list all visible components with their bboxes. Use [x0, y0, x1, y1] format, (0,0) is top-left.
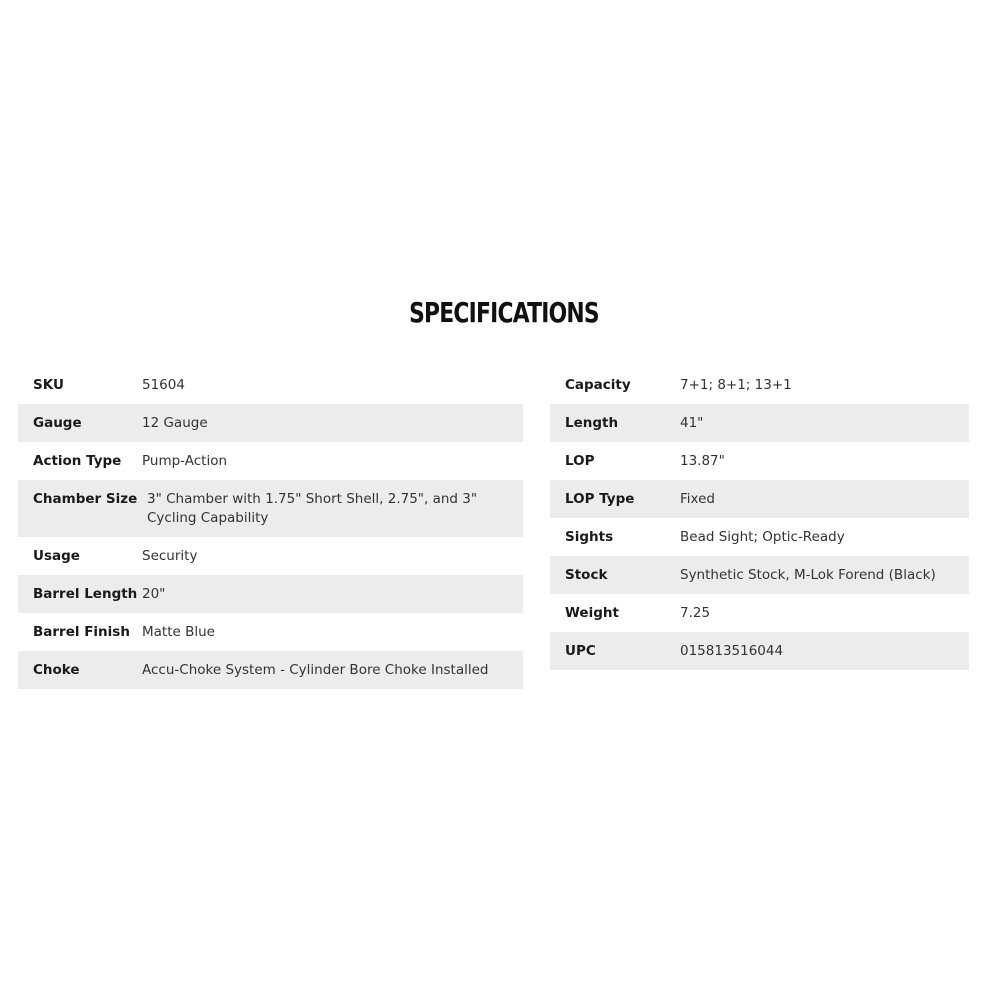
spec-value: Bead Sight; Optic-Ready	[680, 529, 845, 545]
spec-value: 7+1; 8+1; 13+1	[680, 377, 792, 393]
spec-value: 13.87"	[680, 453, 725, 469]
spec-row-sku	[18, 366, 523, 404]
spec-label: Weight	[565, 605, 619, 621]
spec-label: Length	[565, 415, 619, 431]
spec-row-chamber-size	[18, 480, 523, 537]
spec-row-length	[550, 404, 969, 442]
spec-label: Barrel Length	[33, 586, 138, 602]
spec-label: LOP	[565, 453, 595, 469]
spec-label: LOP Type	[565, 491, 635, 507]
spec-value: 015813516044	[680, 643, 784, 659]
specs-table-left	[18, 366, 523, 689]
spec-value: Accu-Choke System - Cylinder Bore Choke Installed	[142, 662, 489, 678]
spec-value: Matte Blue	[142, 624, 215, 640]
spec-value: 7.25	[680, 605, 711, 621]
spec-label: SKU	[33, 377, 64, 393]
spec-label: Capacity	[565, 377, 631, 393]
spec-row-barrel-finish	[18, 613, 523, 651]
spec-row-sights	[550, 518, 969, 556]
specifications-title: SPECIFICATIONS	[409, 296, 599, 329]
spec-value: Synthetic Stock, M-Lok Forend (Black)	[680, 567, 936, 583]
spec-label: Choke	[33, 662, 80, 678]
spec-value: 41"	[680, 415, 704, 431]
spec-value: Pump-Action	[142, 453, 228, 469]
spec-label: Gauge	[33, 415, 82, 431]
spec-row-action-type	[18, 442, 523, 480]
spec-row-gauge	[18, 404, 523, 442]
spec-value: Security	[142, 548, 198, 564]
spec-label: Chamber Size	[33, 491, 138, 507]
spec-label: Sights	[565, 529, 614, 545]
spec-label: Stock	[565, 567, 608, 583]
spec-value: Fixed	[680, 491, 715, 507]
spec-row-lop	[550, 442, 969, 480]
spec-label: Action Type	[33, 453, 122, 469]
spec-row-usage	[18, 537, 523, 575]
specs-table-right	[550, 366, 969, 670]
spec-label: UPC	[565, 643, 596, 659]
spec-row-weight	[550, 594, 969, 632]
spec-value: 3" Chamber with 1.75" Short Shell, 2.75", and 3" Cycling Capability	[147, 491, 478, 526]
spec-row-stock	[550, 556, 969, 594]
spec-row-barrel-length	[18, 575, 523, 613]
spec-row-choke	[18, 651, 523, 689]
spec-row-upc	[550, 632, 969, 670]
spec-label: Barrel Finish	[33, 624, 130, 640]
spec-row-lop-type	[550, 480, 969, 518]
spec-label: Usage	[33, 548, 80, 564]
spec-value: 20"	[142, 586, 166, 602]
spec-value: 51604	[142, 377, 185, 393]
spec-row-capacity	[550, 366, 969, 404]
spec-value: 12 Gauge	[142, 415, 208, 431]
